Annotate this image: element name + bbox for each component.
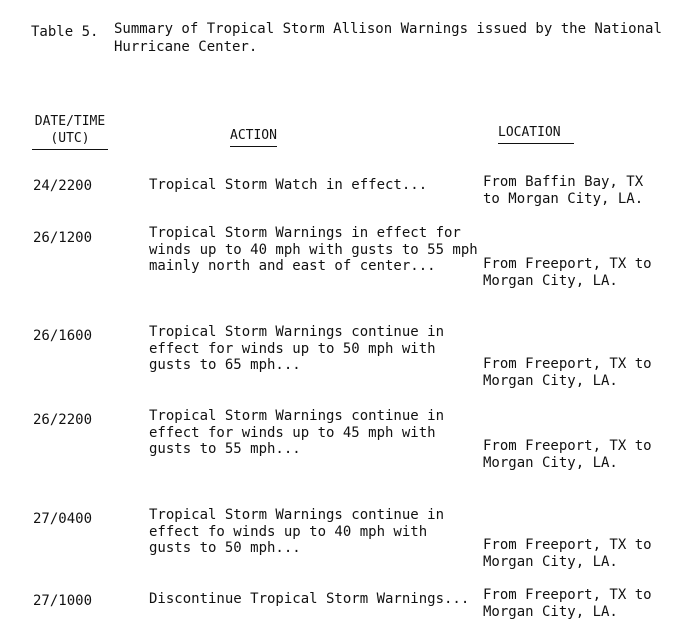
caption-text — [114, 20, 684, 56]
location-line: to Morgan City, LA. — [483, 191, 644, 207]
location-line: Morgan City, LA. — [483, 373, 618, 389]
row-action — [149, 177, 479, 194]
action-line: Tropical Storm Warnings continue in — [149, 324, 445, 340]
action-line: mainly north and east of center... — [149, 258, 436, 274]
row-action — [149, 408, 479, 458]
row-date: 27/1000 — [33, 593, 93, 609]
action-line: Discontinue Tropical Storm Warnings... — [149, 591, 470, 607]
caption-label: Table 5. — [31, 24, 99, 40]
caption-line: Hurricane Center. — [114, 39, 258, 55]
action-line: effect fo winds up to 40 mph with — [149, 523, 428, 540]
location-line: From Freeport, TX to — [483, 537, 652, 553]
action-line: Tropical Storm Warnings continue in — [149, 507, 445, 523]
row-action — [149, 591, 479, 608]
row-date: 27/0400 — [33, 511, 93, 527]
location-line: Morgan City, LA. — [483, 554, 618, 570]
header-date-label: DATE/TIME — [34, 114, 106, 129]
location-line: From Freeport, TX to — [483, 587, 652, 603]
row-location — [483, 256, 683, 290]
action-line: Tropical Storm Warnings in effect for — [149, 225, 461, 241]
location-line: Morgan City, LA. — [483, 455, 618, 471]
action-line: gusts to 65 mph... — [149, 357, 301, 373]
location-line: Morgan City, LA. — [483, 604, 618, 620]
row-location — [483, 537, 683, 571]
location-line: From Freeport, TX to — [483, 256, 652, 272]
row-action — [149, 507, 479, 557]
action-line: Tropical Storm Warnings continue in — [149, 408, 445, 424]
header-date-time — [31, 113, 109, 150]
row-location — [483, 356, 683, 390]
header-action: ACTION — [230, 127, 277, 147]
caption-line: Summary of Tropical Storm Allison Warnings issued by the National — [114, 21, 662, 37]
row-date: 26/1200 — [33, 230, 93, 246]
action-line: effect for winds up to 50 mph with — [149, 340, 436, 357]
location-line: Morgan City, LA. — [483, 273, 618, 289]
row-location — [483, 587, 683, 621]
row-date: 26/1600 — [33, 328, 93, 344]
location-line: From Baffin Bay, TX — [483, 174, 644, 190]
header-location: LOCATION — [498, 124, 574, 144]
row-date: 26/2200 — [33, 412, 93, 428]
row-action — [149, 225, 479, 275]
action-line: gusts to 50 mph... — [149, 540, 301, 556]
header-utc-label: (UTC) — [32, 130, 108, 150]
action-line: Tropical Storm Watch in effect... — [149, 177, 428, 193]
action-line: gusts to 55 mph... — [149, 441, 301, 457]
location-line: From Freeport, TX to — [483, 438, 652, 454]
row-action — [149, 324, 479, 374]
action-line: winds up to 40 mph with gusts to 55 mph — [149, 241, 478, 258]
row-location — [483, 438, 683, 472]
action-line: effect for winds up to 45 mph with — [149, 424, 436, 441]
row-location — [483, 174, 683, 208]
location-line: From Freeport, TX to — [483, 356, 652, 372]
row-date: 24/2200 — [33, 178, 93, 194]
